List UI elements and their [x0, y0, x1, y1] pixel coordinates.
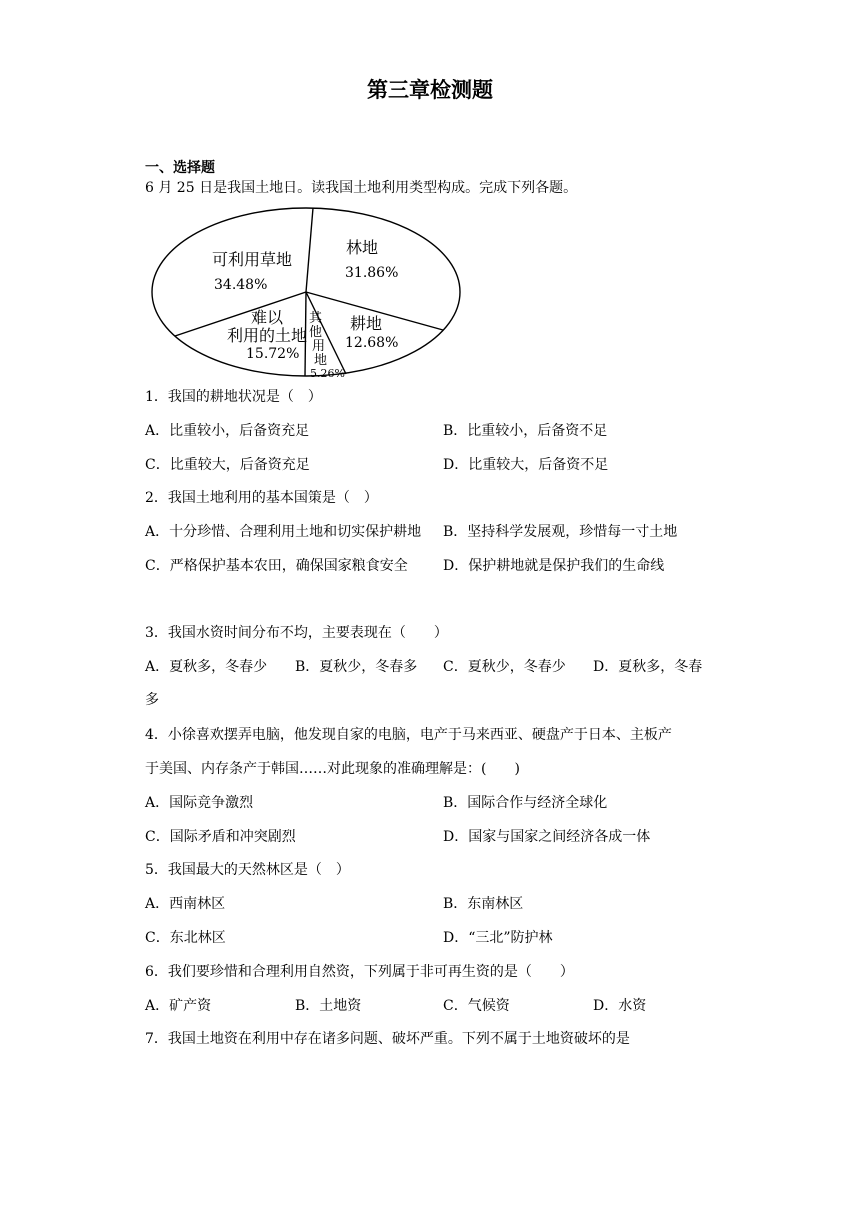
- question-1-option-d: D．比重较大，后备资不足: [443, 457, 609, 473]
- question-3-option-d-wrap: 多: [145, 692, 159, 708]
- question-2-option-a: A．十分珍惜、合理利用土地和切实保护耕地: [145, 524, 422, 540]
- question-intro: 6 月 25 日是我国土地日。读我国土地利用类型构成。完成下列各题。: [145, 180, 578, 196]
- slice-value-farmland: 12.68%: [345, 335, 399, 351]
- question-5-option-c: C．东北林区: [145, 930, 226, 946]
- question-2-option-b: B．坚持科学发展观，珍惜每一寸土地: [443, 524, 678, 540]
- question-6-option-c: C．气候资: [443, 998, 510, 1014]
- page-title: 第三章检测题: [367, 78, 493, 102]
- question-3-option-c: C．夏秋少，冬春少: [443, 659, 566, 675]
- slice-value-grassland: 34.48%: [214, 277, 268, 293]
- question-4-option-c: C．国际矛盾和冲突剧烈: [145, 829, 296, 845]
- slice-label-hard-land-1: 难以: [251, 308, 284, 327]
- land-use-pie-chart: [150, 206, 464, 378]
- slice-label-grassland: 可利用草地: [212, 250, 293, 269]
- question-1-option-c: C．比重较大，后备资充足: [145, 457, 310, 473]
- question-2-option-d: D．保护耕地就是保护我们的生命线: [443, 558, 665, 574]
- question-1-option-a: A．比重较小，后备资充足: [145, 423, 310, 439]
- slice-label-forest: 林地: [346, 238, 379, 257]
- question-5-option-d: D．“三北”防护林: [443, 930, 553, 946]
- question-5-stem: 5．我国最大的天然林区是（ ）: [145, 862, 350, 878]
- question-6-stem: 6．我们要珍惜和合理利用自然资，下列属于非可再生资的是（ ）: [145, 964, 574, 980]
- question-3-stem: 3．我国水资时间分布不均，主要表现在（ ）: [145, 625, 448, 641]
- question-1-option-b: B．比重较小，后备资不足: [443, 423, 608, 439]
- svg-text:地: 地: [314, 353, 328, 368]
- pie-divider-forest-top: [306, 208, 313, 292]
- slice-value-other-land: 5.26%: [310, 367, 345, 378]
- question-4-option-b: B．国际合作与经济全球化: [443, 795, 608, 811]
- question-5-option-a: A．西南林区: [145, 896, 226, 912]
- slice-label-hard-land-2: 利用的土地: [227, 326, 308, 345]
- question-5-option-b: B．东南林区: [443, 896, 524, 912]
- question-1-stem: 1．我国的耕地状况是（ ）: [145, 389, 322, 405]
- question-3-option-d: D．夏秋多，冬春: [593, 659, 703, 675]
- svg-text:他: 他: [309, 325, 323, 340]
- question-6-option-a: A．矿产资: [145, 998, 212, 1014]
- question-2-option-c: C．严格保护基本农田，确保国家粮食安全: [145, 558, 408, 574]
- question-2-stem: 2．我国土地利用的基本国策是（ ）: [145, 490, 378, 506]
- slice-value-forest: 31.86%: [345, 265, 399, 281]
- svg-text:其: 其: [309, 311, 323, 326]
- question-4-option-d: D．国家与国家之间经济各成一体: [443, 829, 651, 845]
- question-6-option-d: D．水资: [593, 998, 647, 1014]
- svg-text:用: 用: [312, 339, 326, 354]
- slice-label-farmland: 耕地: [350, 314, 383, 333]
- question-4-stem-cont: 于美国、内存条产于韩国……对此现象的准确理解是：( ): [145, 761, 520, 777]
- question-3-option-b: B．夏秋少，冬春多: [295, 659, 418, 675]
- slice-value-hard-land: 15.72%: [246, 346, 300, 362]
- question-7-stem: 7．我国土地资在利用中存在诸多问题、破坏严重。下列不属于土地资破坏的是: [145, 1031, 630, 1047]
- question-4-stem: 4．小徐喜欢摆弄电脑，他发现自家的电脑，电产于马来西亚、硬盘产于日本、主板产: [145, 727, 672, 743]
- question-4-option-a: A．国际竞争激烈: [145, 795, 254, 811]
- section-heading: 一、选择题: [145, 160, 215, 176]
- slice-label-other-land: [309, 310, 327, 368]
- question-6-option-b: B．土地资: [295, 998, 362, 1014]
- question-3-option-a: A．夏秋多，冬春少: [145, 659, 268, 675]
